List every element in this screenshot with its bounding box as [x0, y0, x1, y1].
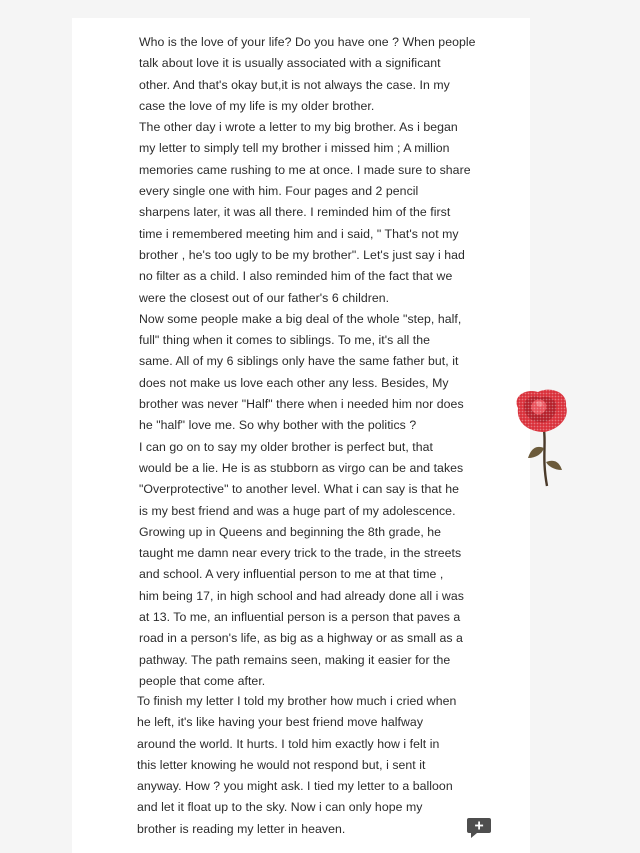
letter-line: The other day i wrote a letter to my big brother. As i began	[139, 120, 458, 135]
letter-line: Now some people make a big deal of the whole "step, half,	[139, 311, 462, 326]
letter-line: sharpens later, it was all there. I reminded him of the first	[139, 205, 451, 220]
letter-line: talk about love it is usually associated with a significant	[139, 56, 441, 71]
letter-line: Growing up in Queens and beginning the 8th grade, he	[139, 524, 442, 539]
letter-line: road in a person's life, as big as a highway or as small as a	[139, 631, 463, 646]
letter-closing-line: and let it float up to the sky. Now i can only hope my	[137, 800, 423, 815]
letter-line: him being 17, in high school and had already done all i was	[139, 588, 464, 603]
letter-line: and school. A very influential person to me at that time ,	[139, 567, 444, 582]
letter-line: same. All of my 6 siblings only have the same father but, it	[139, 354, 459, 369]
letter-line: time i remembered meeting him and i said, " That's not my	[139, 226, 459, 241]
letter-line: "Overprotective" to another level. What i can say is that he	[139, 482, 459, 497]
letter-line: memories came rushing to me at once. I made sure to share	[139, 162, 471, 177]
letter-closing-line: around the world. It hurts. I told him exactly how i felt in	[137, 736, 440, 751]
letter-body	[139, 32, 474, 692]
letter-line: pathway. The path remains seen, making it easier for the	[139, 652, 451, 667]
letter-line: at 13. To me, an influential person is a person that paves a	[139, 610, 461, 625]
rose-illustration	[500, 386, 580, 490]
comment-add-icon[interactable]	[465, 815, 495, 841]
letter-line: were the closest out of our father's 6 children.	[139, 290, 390, 305]
letter-closing	[137, 691, 477, 840]
letter-closing-line: this letter knowing he would not respond but, i sent it	[137, 757, 426, 772]
letter-line: would be a lie. He is as stubborn as virgo can be and takes	[139, 460, 464, 475]
letter-line: he "half" love me. So why bother with the politics ?	[139, 418, 417, 433]
letter-line: case the love of my life is my older brother.	[139, 98, 375, 113]
letter-line: Who is the love of your life? Do you have one ? When people	[139, 35, 476, 49]
letter-line: brother , he's too ugly to be my brother". Let's just say i had	[139, 247, 465, 262]
letter-closing-line: brother is reading my letter in heaven.	[137, 821, 346, 836]
letter-closing-line: he left, it's like having your best friend move halfway	[137, 715, 424, 730]
letter-line: other. And that's okay but,it is not always the case. In my	[139, 77, 450, 92]
letter-line: full" thing when it comes to siblings. To me, it's all the	[139, 333, 430, 348]
letter-line: is my best friend and was a huge part of my adolescence.	[139, 503, 456, 518]
letter-line: I can go on to say my older brother is perfect but, that	[139, 439, 433, 454]
letter-line: no filter as a child. I also reminded him of the fact that we	[139, 269, 453, 284]
document-page	[72, 18, 530, 853]
letter-line: my letter to simply tell my brother i missed him ; A million	[139, 141, 450, 156]
letter-closing-line: To finish my letter I told my brother how much i cried when	[137, 694, 457, 708]
letter-line: every single one with him. Four pages and 2 pencil	[139, 184, 419, 199]
letter-line: people that come after.	[139, 673, 266, 688]
letter-line: taught me damn near every trick to the trade, in the streets	[139, 546, 462, 561]
rose-icon	[500, 386, 580, 490]
letter-line: does not make us love each other any less. Besides, My	[139, 375, 449, 390]
letter-line: brother was never "Half" there when i needed him nor does	[139, 397, 464, 412]
letter-closing-line: anyway. How ? you might ask. I tied my letter to a balloon	[137, 779, 453, 794]
